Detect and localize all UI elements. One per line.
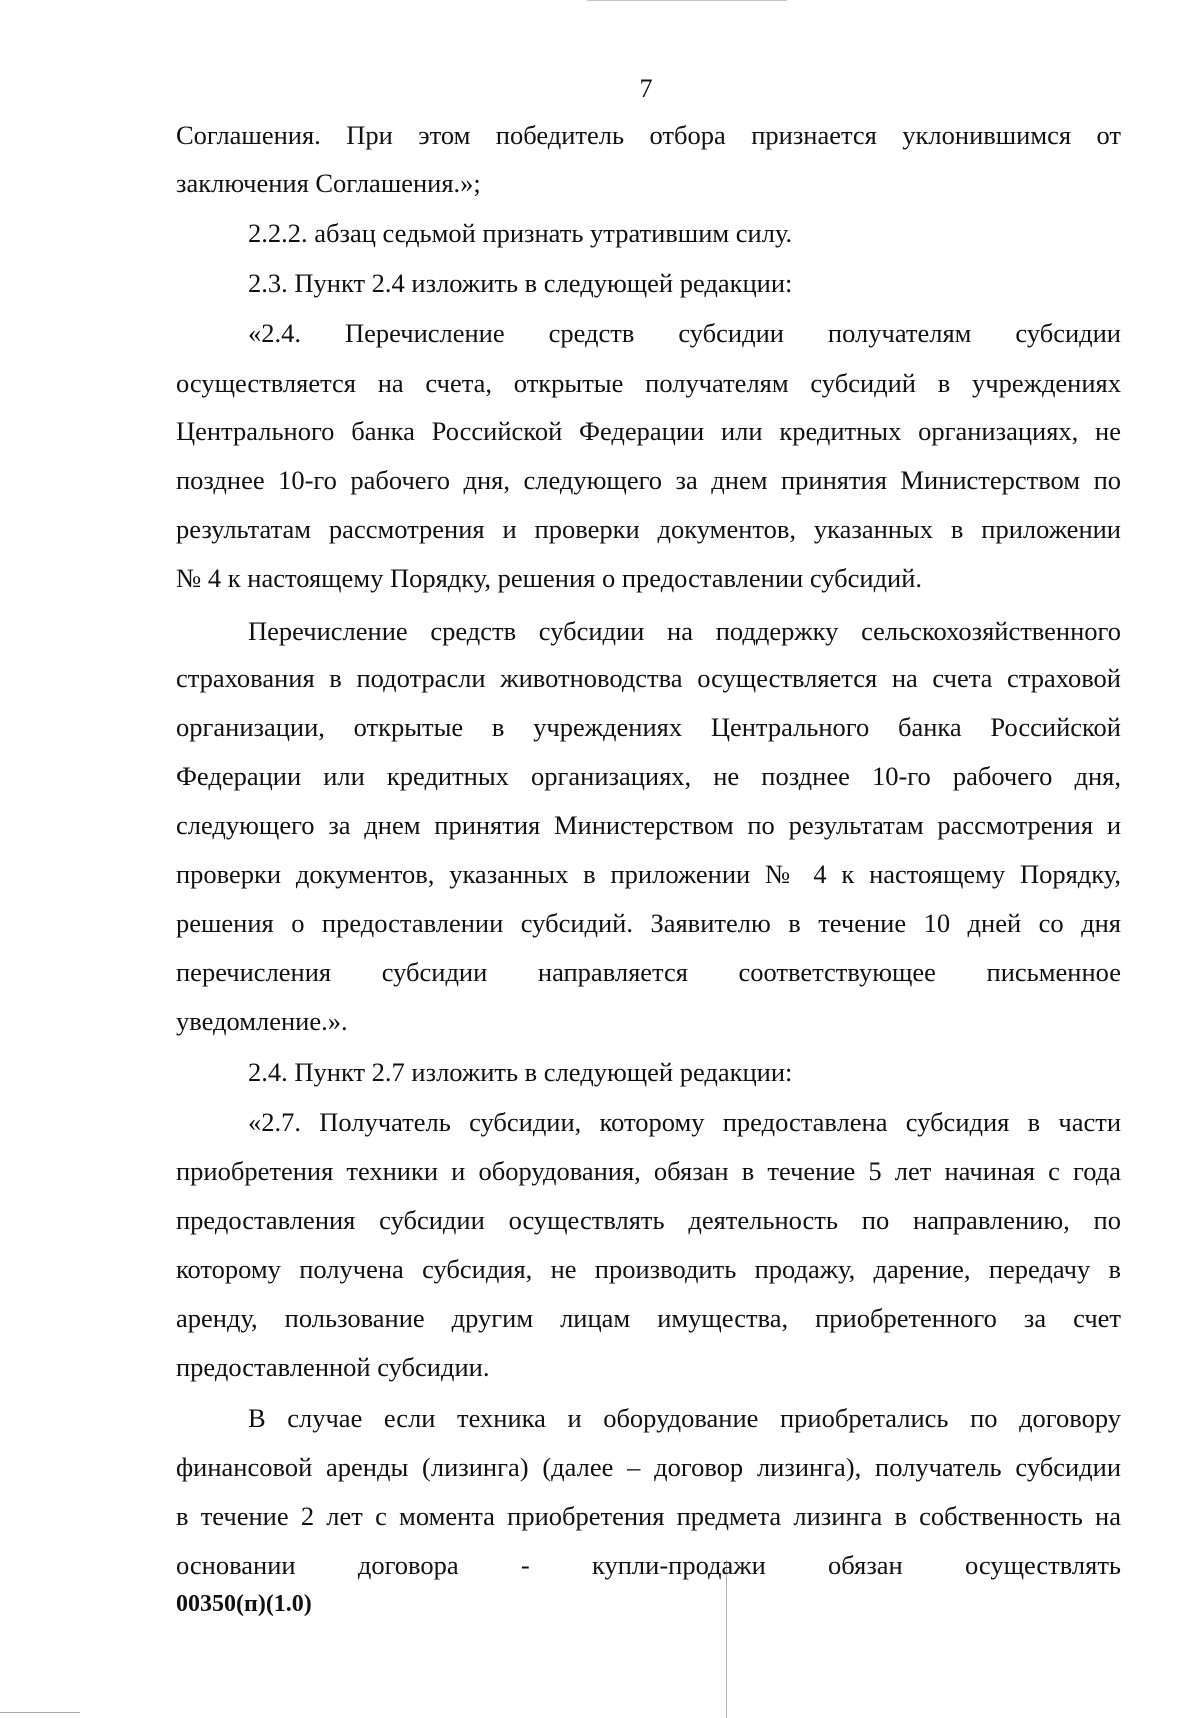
page-number: 7 xyxy=(639,74,653,103)
text-line: позднее 10-го рабочего дня, следующего за днем принятия Министерством по xyxy=(176,465,1121,495)
text-line: осуществляется на счета, открытые получателям субсидий в учреждениях xyxy=(176,368,1121,398)
text-line: решения о предоставлении субсидий. Заявителю в течение 10 дней со дня xyxy=(176,908,1121,938)
text-line: перечисления субсидии направляется соответствующее письменное xyxy=(176,957,1121,987)
text-line: 2.4. Пункт 2.7 изложить в следующей редакции: xyxy=(248,1057,793,1087)
text-line: приобретения техники и оборудования, обязан в течение 5 лет начиная с года xyxy=(176,1156,1121,1186)
text-line: заключения Соглашения.»; xyxy=(176,168,481,198)
text-line: организации, открытые в учреждениях Центрального банка Российской xyxy=(176,712,1121,742)
text-line: Перечисление средств субсидии на поддержку сельскохозяйственного xyxy=(248,616,1121,646)
text-line: уведомление.». xyxy=(176,1006,348,1036)
text-line: Соглашения. При этом победитель отбора признается уклонившимся от xyxy=(176,120,1121,150)
text-line: 2.3. Пункт 2.4 изложить в следующей редакции: xyxy=(248,268,793,298)
text-line: страхования в подотрасли животноводства осуществляется на счета страховой xyxy=(176,663,1121,693)
text-line: Федерации или кредитных организациях, не позднее 10-го рабочего дня, xyxy=(176,761,1121,791)
scan-artifact-line xyxy=(0,1712,80,1713)
text-line: «2.4. Перечисление средств субсидии получателям субсидии xyxy=(248,318,1121,348)
text-line: аренду, пользование другим лицам имущества, приобретенного за счет xyxy=(176,1303,1121,1333)
text-line: проверки документов, указанных в приложении № 4 к настоящему Порядку, xyxy=(176,859,1121,889)
scan-artifact-line xyxy=(587,0,787,1)
text-line: основании договора - купли-продажи обязан осуществлять xyxy=(176,1550,1121,1580)
text-line: которому получена субсидия, не производить продажу, дарение, передачу в xyxy=(176,1254,1121,1284)
text-line: 2.2.2. абзац седьмой признать утратившим силу. xyxy=(248,218,793,248)
text-line: Центрального банка Российской Федерации или кредитных организациях, не xyxy=(176,416,1121,446)
text-line: В случае если техника и оборудование приобретались по договору xyxy=(248,1403,1121,1433)
text-line: предоставленной субсидии. xyxy=(176,1352,490,1382)
scan-artifact-line xyxy=(726,1560,727,1718)
text-line: № 4 к настоящему Порядку, решения о предоставлении субсидий. xyxy=(176,563,923,593)
text-line: предоставления субсидии осуществлять деятельность по направлению, по xyxy=(176,1205,1121,1235)
document-code: 00350(п)(1.0) xyxy=(176,1591,312,1617)
text-line: в течение 2 лет с момента приобретения предмета лизинга в собственность на xyxy=(176,1501,1121,1531)
text-line: результатам рассмотрения и проверки документов, указанных в приложении xyxy=(176,514,1121,544)
text-line: «2.7. Получатель субсидии, которому предоставлена субсидия в части xyxy=(248,1107,1121,1137)
text-line: следующего за днем принятия Министерством по результатам рассмотрения и xyxy=(176,810,1121,840)
text-line: финансовой аренды (лизинга) (далее – договор лизинга), получатель субсидии xyxy=(176,1452,1121,1482)
